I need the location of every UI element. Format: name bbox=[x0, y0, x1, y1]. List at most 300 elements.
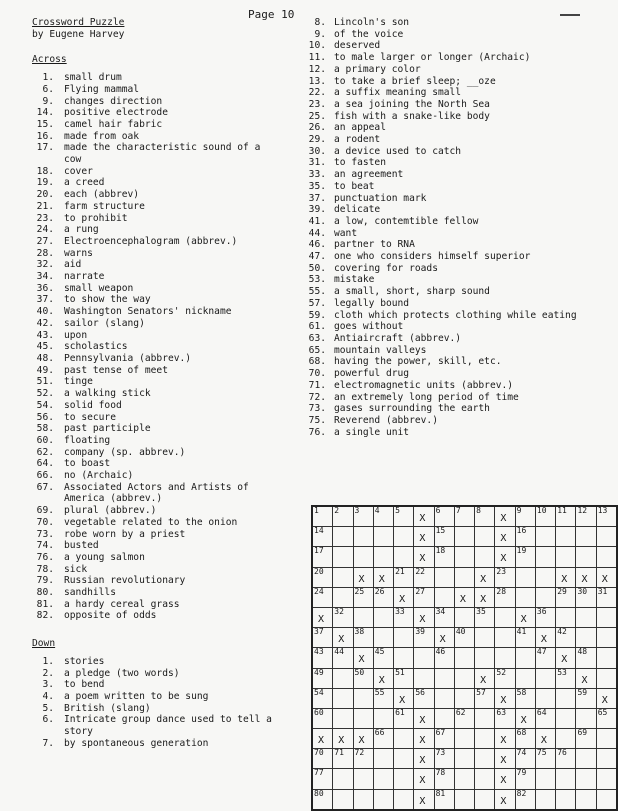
grid-cell[interactable] bbox=[414, 587, 434, 607]
grid-cell[interactable] bbox=[353, 547, 373, 567]
grid-cell[interactable] bbox=[515, 628, 535, 648]
grid-cell[interactable] bbox=[373, 688, 393, 708]
grid-cell[interactable] bbox=[454, 668, 474, 688]
grid-cell[interactable] bbox=[475, 506, 495, 527]
grid-cell[interactable] bbox=[596, 607, 617, 627]
clue-text: a rodent bbox=[334, 134, 381, 146]
grid-cell[interactable] bbox=[556, 527, 576, 547]
clue-text: sailor (slang) bbox=[64, 317, 145, 329]
down-clue bbox=[300, 298, 590, 310]
clue-text: stories bbox=[64, 655, 105, 667]
grid-cell[interactable] bbox=[515, 567, 535, 587]
grid-cell[interactable] bbox=[495, 567, 515, 587]
grid-row bbox=[312, 628, 617, 648]
grid-cell[interactable] bbox=[495, 628, 515, 648]
cell-number: 65 bbox=[597, 707, 608, 717]
cell-number: 81 bbox=[435, 788, 446, 798]
across-clue bbox=[32, 564, 282, 576]
grid-cell[interactable] bbox=[596, 547, 617, 567]
grid-cell[interactable] bbox=[535, 769, 555, 789]
grid-cell[interactable] bbox=[394, 547, 414, 567]
grid-cell[interactable] bbox=[353, 749, 373, 769]
grid-cell[interactable] bbox=[576, 688, 596, 708]
block-mark: X bbox=[318, 613, 325, 625]
grid-cell[interactable] bbox=[576, 708, 596, 728]
block-mark: X bbox=[419, 533, 426, 545]
grid-cell[interactable] bbox=[434, 789, 454, 810]
clue-number: 15. bbox=[36, 118, 54, 130]
grid-cell[interactable] bbox=[454, 688, 474, 708]
clue-text: covering for roads bbox=[334, 262, 438, 274]
clue-number: 78. bbox=[36, 563, 54, 575]
grid-cell[interactable] bbox=[353, 668, 373, 688]
clue-number: 8. bbox=[314, 17, 326, 28]
across-clue bbox=[32, 119, 282, 131]
grid-row bbox=[312, 749, 617, 769]
block-mark: X bbox=[480, 593, 487, 605]
cell-number: 77 bbox=[314, 768, 324, 778]
grid-cell[interactable] bbox=[454, 607, 474, 627]
grid-cell[interactable] bbox=[596, 769, 617, 789]
down-clue bbox=[300, 286, 590, 298]
clue-number: 60. bbox=[36, 434, 54, 446]
grid-cell[interactable] bbox=[535, 547, 555, 567]
clue-text: punctuation mark bbox=[334, 192, 427, 204]
grid-cell[interactable] bbox=[434, 668, 454, 688]
grid-cell[interactable] bbox=[434, 648, 454, 668]
grid-cell[interactable] bbox=[556, 769, 576, 789]
grid-cell[interactable] bbox=[394, 789, 414, 810]
across-clue bbox=[32, 96, 282, 108]
grid-cell[interactable] bbox=[596, 587, 617, 607]
block-mark: X bbox=[378, 674, 385, 686]
grid-cell[interactable] bbox=[495, 708, 515, 728]
page-number: Page 10 bbox=[248, 8, 295, 21]
grid-cell[interactable] bbox=[434, 587, 454, 607]
clue-text: a poem written to be sung bbox=[64, 690, 209, 702]
grid-cell[interactable] bbox=[394, 769, 414, 789]
cell-number: 3 bbox=[354, 506, 360, 515]
grid-cell[interactable] bbox=[394, 648, 414, 668]
blocked-cell bbox=[454, 587, 474, 607]
down-clue bbox=[300, 29, 590, 41]
grid-cell[interactable] bbox=[475, 688, 495, 708]
grid-cell[interactable] bbox=[556, 789, 576, 810]
down-clue bbox=[300, 52, 590, 64]
grid-cell[interactable] bbox=[373, 587, 393, 607]
clue-number: 58. bbox=[36, 423, 54, 435]
grid-cell[interactable] bbox=[576, 506, 596, 527]
down-clue bbox=[300, 333, 590, 345]
grid-cell[interactable] bbox=[576, 769, 596, 789]
grid-cell[interactable] bbox=[373, 527, 393, 547]
grid-cell[interactable] bbox=[353, 688, 373, 708]
grid-cell[interactable] bbox=[535, 668, 555, 688]
grid-cell[interactable] bbox=[353, 769, 373, 789]
grid-cell[interactable] bbox=[434, 547, 454, 567]
grid-cell[interactable] bbox=[414, 688, 434, 708]
grid-cell[interactable] bbox=[556, 547, 576, 567]
clue-text: Intricate group dance used to tell a story bbox=[64, 714, 272, 738]
grid-cell[interactable] bbox=[312, 688, 333, 708]
grid-cell[interactable] bbox=[414, 628, 434, 648]
grid-cell[interactable] bbox=[394, 506, 414, 527]
grid-cell[interactable] bbox=[312, 769, 333, 789]
grid-cell[interactable] bbox=[434, 769, 454, 789]
grid-cell[interactable] bbox=[596, 789, 617, 810]
grid-cell[interactable] bbox=[556, 628, 576, 648]
grid-cell[interactable] bbox=[373, 749, 393, 769]
across-clue bbox=[32, 388, 282, 400]
cell-number: 73 bbox=[435, 748, 446, 758]
clue-text: an extremely long period of time bbox=[334, 391, 519, 403]
grid-cell[interactable] bbox=[333, 648, 353, 668]
grid-cell[interactable] bbox=[434, 527, 454, 547]
grid-cell[interactable] bbox=[454, 789, 474, 810]
grid-cell[interactable] bbox=[434, 708, 454, 728]
grid-cell[interactable] bbox=[515, 668, 535, 688]
grid-cell[interactable] bbox=[556, 688, 576, 708]
cell-number: 72 bbox=[354, 748, 365, 758]
across-clue bbox=[32, 318, 282, 330]
blocked-cell bbox=[353, 648, 373, 668]
grid-cell[interactable] bbox=[556, 729, 576, 749]
grid-cell[interactable] bbox=[434, 506, 454, 527]
grid-cell[interactable] bbox=[535, 567, 555, 587]
grid-cell[interactable] bbox=[576, 729, 596, 749]
grid-cell[interactable] bbox=[596, 648, 617, 668]
grid-cell[interactable] bbox=[576, 749, 596, 769]
grid-cell[interactable] bbox=[333, 527, 353, 547]
grid-cell[interactable] bbox=[333, 789, 353, 810]
grid-cell[interactable] bbox=[535, 708, 555, 728]
grid-row bbox=[312, 567, 617, 587]
cell-number: 11 bbox=[557, 506, 567, 515]
grid-cell[interactable] bbox=[333, 708, 353, 728]
grid-cell[interactable] bbox=[312, 708, 333, 728]
across-clue bbox=[32, 283, 282, 295]
block-mark: X bbox=[419, 553, 426, 565]
grid-cell[interactable] bbox=[576, 527, 596, 547]
clue-text: aid bbox=[64, 259, 82, 271]
grid-cell[interactable] bbox=[596, 729, 617, 749]
grid-cell[interactable] bbox=[475, 789, 495, 810]
grid-cell[interactable] bbox=[515, 527, 535, 547]
down-clue bbox=[300, 345, 590, 357]
clue-number: 7. bbox=[42, 737, 54, 749]
grid-cell[interactable] bbox=[495, 587, 515, 607]
grid-cell[interactable] bbox=[475, 648, 495, 668]
grid-cell[interactable] bbox=[535, 506, 555, 527]
grid-cell[interactable] bbox=[475, 527, 495, 547]
grid-cell[interactable] bbox=[475, 547, 495, 567]
block-mark: X bbox=[500, 694, 507, 706]
grid-cell[interactable] bbox=[576, 648, 596, 668]
grid-cell[interactable] bbox=[535, 789, 555, 810]
cell-number: 44 bbox=[334, 647, 344, 657]
grid-cell[interactable] bbox=[454, 628, 474, 648]
grid-cell[interactable] bbox=[596, 506, 617, 527]
cell-number: 58 bbox=[516, 687, 527, 697]
grid-cell[interactable] bbox=[556, 668, 576, 688]
clue-number: 67. bbox=[36, 481, 54, 493]
grid-cell[interactable] bbox=[312, 547, 333, 567]
blocked-cell bbox=[495, 749, 515, 769]
grid-cell[interactable] bbox=[535, 527, 555, 547]
grid-cell[interactable] bbox=[353, 628, 373, 648]
grid-cell[interactable] bbox=[434, 688, 454, 708]
across-clue bbox=[32, 166, 282, 178]
grid-cell[interactable] bbox=[373, 708, 393, 728]
cell-number: 19 bbox=[516, 546, 527, 556]
blocked-cell bbox=[535, 729, 555, 749]
cell-number: 30 bbox=[577, 586, 588, 596]
clue-text: positive electrode bbox=[64, 107, 168, 119]
grid-cell[interactable] bbox=[454, 547, 474, 567]
grid-cell[interactable] bbox=[312, 506, 333, 527]
grid-cell[interactable] bbox=[353, 506, 373, 527]
grid-cell[interactable] bbox=[333, 749, 353, 769]
grid-cell[interactable] bbox=[394, 668, 414, 688]
grid-cell[interactable] bbox=[535, 648, 555, 668]
clue-number: 16. bbox=[36, 130, 54, 142]
clue-number: 29. bbox=[308, 134, 326, 146]
clue-number: 44. bbox=[308, 227, 326, 239]
grid-cell[interactable] bbox=[312, 749, 333, 769]
grid-cell[interactable] bbox=[373, 729, 393, 749]
grid-cell[interactable] bbox=[475, 628, 495, 648]
grid-cell[interactable] bbox=[312, 668, 333, 688]
grid-cell[interactable] bbox=[515, 587, 535, 607]
grid-cell[interactable] bbox=[556, 749, 576, 769]
clue-number: 1. bbox=[42, 655, 54, 667]
clue-text: a young salmon bbox=[64, 551, 145, 563]
grid-cell[interactable] bbox=[434, 729, 454, 749]
grid-cell[interactable] bbox=[475, 607, 495, 627]
block-mark: X bbox=[581, 573, 588, 585]
grid-cell[interactable] bbox=[515, 506, 535, 527]
clue-number: 70. bbox=[308, 368, 326, 380]
grid-cell[interactable] bbox=[312, 648, 333, 668]
grid-cell[interactable] bbox=[414, 648, 434, 668]
grid-cell[interactable] bbox=[495, 607, 515, 627]
grid-cell[interactable] bbox=[434, 749, 454, 769]
across-clue bbox=[32, 84, 282, 96]
cell-number: 24 bbox=[314, 586, 324, 596]
grid-cell[interactable] bbox=[373, 789, 393, 810]
grid-cell[interactable] bbox=[475, 708, 495, 728]
grid-cell[interactable] bbox=[475, 749, 495, 769]
grid-cell[interactable] bbox=[576, 587, 596, 607]
grid-cell[interactable] bbox=[596, 628, 617, 648]
blocked-cell bbox=[495, 688, 515, 708]
clue-number: 24. bbox=[36, 224, 54, 236]
grid-cell[interactable] bbox=[333, 688, 353, 708]
clue-number: 66. bbox=[36, 470, 54, 482]
grid-cell[interactable] bbox=[373, 607, 393, 627]
grid-cell[interactable] bbox=[454, 648, 474, 668]
clue-number: 45. bbox=[36, 341, 54, 353]
cell-number: 31 bbox=[597, 586, 608, 596]
clue-text: of the voice bbox=[334, 28, 404, 40]
grid-cell[interactable] bbox=[535, 587, 555, 607]
clue-text: cover bbox=[64, 165, 93, 177]
grid-cell[interactable] bbox=[414, 567, 434, 587]
grid-cell[interactable] bbox=[353, 587, 373, 607]
across-clue bbox=[32, 142, 282, 165]
grid-cell[interactable] bbox=[434, 607, 454, 627]
grid-cell[interactable] bbox=[454, 749, 474, 769]
cell-number: 29 bbox=[557, 586, 567, 596]
clue-text: deserved bbox=[334, 40, 381, 52]
clue-text: a suffix meaning small bbox=[334, 87, 462, 99]
blocked-cell bbox=[333, 729, 353, 749]
grid-cell[interactable] bbox=[515, 749, 535, 769]
grid-cell[interactable] bbox=[373, 648, 393, 668]
grid-cell[interactable] bbox=[596, 749, 617, 769]
grid-cell[interactable] bbox=[475, 729, 495, 749]
grid-cell[interactable] bbox=[333, 607, 353, 627]
grid-cell[interactable] bbox=[394, 708, 414, 728]
grid-cell[interactable] bbox=[333, 547, 353, 567]
grid-cell[interactable] bbox=[495, 668, 515, 688]
grid-cell[interactable] bbox=[576, 547, 596, 567]
block-mark: X bbox=[399, 593, 406, 605]
cell-number: 52 bbox=[496, 667, 507, 677]
grid-cell[interactable] bbox=[394, 749, 414, 769]
cell-number: 54 bbox=[314, 687, 324, 697]
cell-number: 15 bbox=[435, 526, 446, 536]
grid-cell[interactable] bbox=[596, 527, 617, 547]
down-clue bbox=[32, 668, 282, 680]
grid-cell[interactable] bbox=[312, 587, 333, 607]
grid-cell[interactable] bbox=[556, 587, 576, 607]
block-mark: X bbox=[378, 573, 385, 585]
grid-row bbox=[312, 708, 617, 728]
down-clue bbox=[32, 714, 282, 737]
blocked-cell bbox=[495, 547, 515, 567]
grid-cell[interactable] bbox=[515, 547, 535, 567]
clue-number: 37. bbox=[308, 192, 326, 204]
cell-number: 71 bbox=[334, 748, 344, 758]
grid-cell[interactable] bbox=[535, 749, 555, 769]
clue-number: 40. bbox=[36, 306, 54, 318]
grid-cell[interactable] bbox=[515, 729, 535, 749]
clue-number: 64. bbox=[36, 458, 54, 470]
block-mark: X bbox=[500, 533, 507, 545]
grid-cell[interactable] bbox=[394, 607, 414, 627]
grid-cell[interactable] bbox=[576, 607, 596, 627]
grid-cell[interactable] bbox=[394, 628, 414, 648]
grid-cell[interactable] bbox=[535, 688, 555, 708]
blocked-cell bbox=[495, 769, 515, 789]
down-clue bbox=[300, 157, 590, 169]
grid-cell[interactable] bbox=[454, 506, 474, 527]
grid-cell[interactable] bbox=[373, 628, 393, 648]
grid-cell[interactable] bbox=[596, 668, 617, 688]
grid-cell[interactable] bbox=[596, 708, 617, 728]
across-clue bbox=[32, 259, 282, 271]
grid-cell[interactable] bbox=[515, 769, 535, 789]
grid-cell[interactable] bbox=[454, 729, 474, 749]
down-clue bbox=[300, 403, 590, 415]
grid-cell[interactable] bbox=[556, 506, 576, 527]
grid-cell[interactable] bbox=[312, 789, 333, 810]
grid-cell[interactable] bbox=[333, 587, 353, 607]
across-clue bbox=[32, 330, 282, 342]
block-mark: X bbox=[480, 674, 487, 686]
grid-cell[interactable] bbox=[414, 668, 434, 688]
grid-cell[interactable] bbox=[434, 567, 454, 587]
down-clue bbox=[300, 251, 590, 263]
clue-number: 82. bbox=[36, 610, 54, 622]
grid-cell[interactable] bbox=[312, 628, 333, 648]
cell-number: 47 bbox=[536, 647, 547, 657]
grid-cell[interactable] bbox=[394, 527, 414, 547]
cell-number: 48 bbox=[577, 647, 588, 657]
grid-row bbox=[312, 547, 617, 567]
grid-cell[interactable] bbox=[515, 789, 535, 810]
grid-cell[interactable] bbox=[353, 708, 373, 728]
clue-number: 56. bbox=[36, 411, 54, 423]
down-clue-list bbox=[32, 656, 282, 750]
grid-cell[interactable] bbox=[373, 506, 393, 527]
grid-cell[interactable] bbox=[333, 769, 353, 789]
grid-cell[interactable] bbox=[454, 527, 474, 547]
grid-cell[interactable] bbox=[353, 607, 373, 627]
grid-cell[interactable] bbox=[394, 567, 414, 587]
grid-cell[interactable] bbox=[556, 708, 576, 728]
grid-cell[interactable] bbox=[576, 789, 596, 810]
clue-text: a small, short, sharp sound bbox=[334, 286, 490, 298]
grid-cell[interactable] bbox=[475, 769, 495, 789]
grid-cell[interactable] bbox=[312, 527, 333, 547]
grid-row bbox=[312, 668, 617, 688]
grid-cell[interactable] bbox=[535, 607, 555, 627]
clue-number: 49. bbox=[36, 364, 54, 376]
across-clue bbox=[32, 599, 282, 611]
grid-cell[interactable] bbox=[312, 567, 333, 587]
clue-number: 52. bbox=[36, 388, 54, 400]
grid-cell[interactable] bbox=[495, 648, 515, 668]
across-clue bbox=[32, 131, 282, 143]
grid-cell[interactable] bbox=[333, 668, 353, 688]
grid-cell[interactable] bbox=[576, 628, 596, 648]
grid-cell[interactable] bbox=[353, 527, 373, 547]
down-clue bbox=[300, 415, 590, 427]
grid-cell[interactable] bbox=[333, 567, 353, 587]
grid-cell[interactable] bbox=[373, 547, 393, 567]
grid-cell[interactable] bbox=[515, 688, 535, 708]
grid-cell[interactable] bbox=[515, 648, 535, 668]
grid-cell[interactable] bbox=[454, 567, 474, 587]
clue-text: no (Archaic) bbox=[64, 470, 134, 482]
grid-cell[interactable] bbox=[454, 769, 474, 789]
block-mark: X bbox=[419, 613, 426, 625]
blocked-cell bbox=[576, 567, 596, 587]
grid-cell[interactable] bbox=[556, 607, 576, 627]
clue-number: 6. bbox=[42, 714, 54, 726]
grid-cell[interactable] bbox=[353, 789, 373, 810]
clue-text: a single unit bbox=[334, 426, 410, 438]
grid-cell[interactable] bbox=[454, 708, 474, 728]
cell-number: 76 bbox=[557, 748, 567, 758]
grid-cell[interactable] bbox=[333, 506, 353, 527]
grid-cell[interactable] bbox=[373, 769, 393, 789]
grid-cell[interactable] bbox=[394, 729, 414, 749]
clue-number: 26. bbox=[308, 122, 326, 134]
clue-text: a primary color bbox=[334, 63, 421, 75]
